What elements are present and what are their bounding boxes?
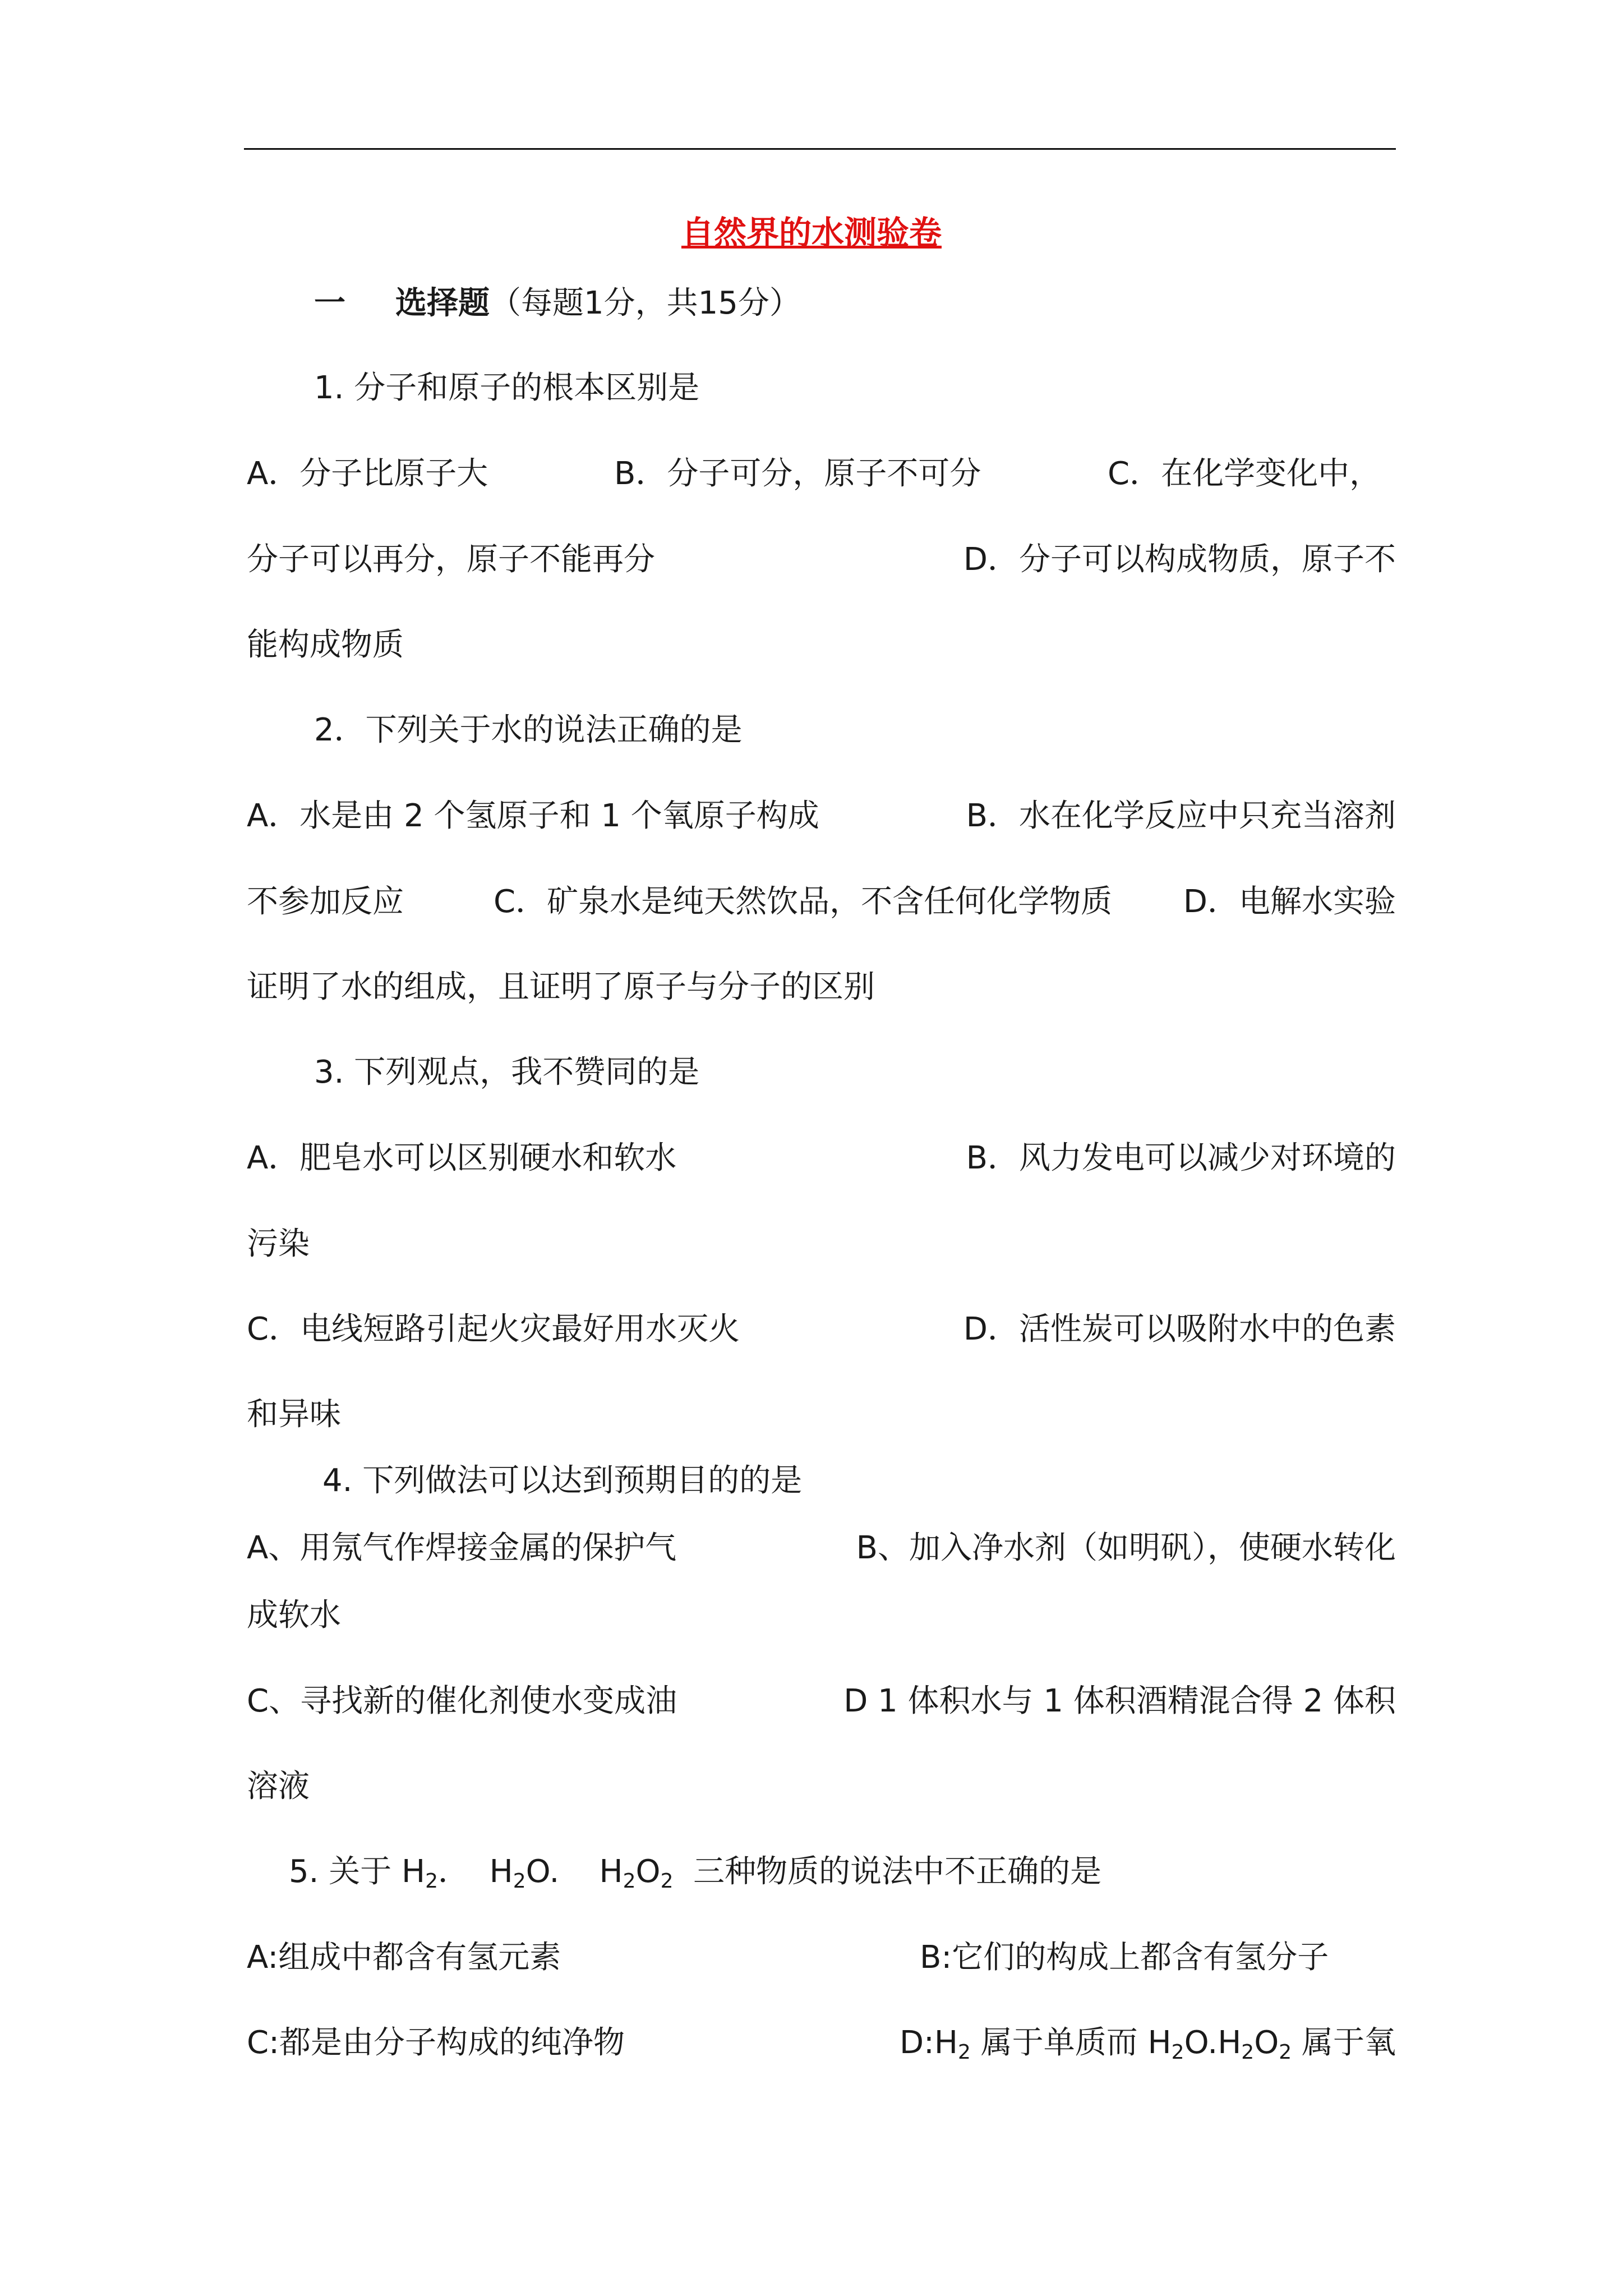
q4-option-d-cont: 溶液 [247, 1768, 310, 1805]
q1-stem: 1. 分子和原子的根本区别是 [314, 370, 700, 406]
q5-option-c: C:都是由分子构成的纯净物 [247, 2024, 625, 2061]
q1-option-c-cont: 分子可以再分，原子不能再分 [247, 541, 655, 578]
q2-option-b-cont: 不参加反应 [247, 884, 404, 920]
q3-option-c: C．电线短路引起火灾最好用水灭火 [247, 1311, 740, 1347]
q2-option-b: B．水在化学反应中只充当溶剂 [966, 798, 1396, 834]
q3-option-a: A．肥皂水可以区别硬水和软水 [247, 1140, 677, 1176]
q5-option-b: B:它们的构成上都含有氢分子 [920, 1939, 1329, 1976]
q5-stem: 5. 关于 $H_2$． $H_2O$. $H_2O_2$ 三种物质的说法中不正确的是 [289, 1853, 1102, 1893]
q4-option-b-cont: 成软水 [247, 1597, 341, 1634]
q5-option-d: $D:H_2$ 属于单质而 $H_2O.H_2O_2$ 属于氧 [899, 2024, 1396, 2064]
q3-option-b-cont: 污染 [247, 1226, 310, 1262]
q4-option-c: C、寻找新的催化剂使水变成油 [247, 1683, 677, 1719]
q2-option-a: A．水是由 2 个氢原子和 1 个氧原子构成 [247, 798, 819, 834]
q1-option-c: C．在化学变化中， [1108, 455, 1381, 492]
q2-option-d: D．电解水实验 [1183, 884, 1396, 920]
q4-option-d: D 1 体积水与 1 体积酒精混合得 2 体积 [843, 1683, 1396, 1719]
q2-option-d-cont: 证明了水的组成，且证明了原子与分子的区别 [247, 969, 875, 1005]
q1-option-d: D．分子可以构成物质，原子不 [963, 541, 1396, 578]
q3-option-d: D．活性炭可以吸附水中的色素 [963, 1311, 1396, 1347]
q1-option-b: B．分子可分，原子不可分 [614, 455, 981, 492]
q3-option-d-cont: 和异味 [247, 1396, 341, 1433]
section-number: 一 [314, 284, 345, 321]
q2-option-c: C．矿泉水是纯天然饮品，不含任何化学物质 [494, 884, 1113, 920]
page-title: 自然界的水测验卷 [681, 214, 942, 252]
header-rule [244, 148, 1396, 150]
q3-option-b: B．风力发电可以减少对环境的 [966, 1140, 1396, 1176]
section-heading [314, 280, 801, 326]
section-name: 选择题 [395, 284, 490, 321]
q2-stem: 2．下列关于水的说法正确的是 [314, 712, 743, 748]
q4-option-b: B、加入净水剂（如明矾），使硬水转化 [856, 1530, 1396, 1566]
q4-option-a: A、用氖气作焊接金属的保护气 [247, 1530, 677, 1566]
section-note: （每题1分，共15分） [490, 285, 801, 321]
q5-option-a: A:组成中都含有氢元素 [247, 1939, 561, 1976]
q1-option-a: A．分子比原子大 [247, 455, 488, 492]
q3-stem: 3. 下列观点，我不赞同的是 [314, 1054, 700, 1091]
q1-option-d-cont: 能构成物质 [247, 627, 404, 663]
q4-stem: 4. 下列做法可以达到预期目的的是 [322, 1462, 803, 1499]
